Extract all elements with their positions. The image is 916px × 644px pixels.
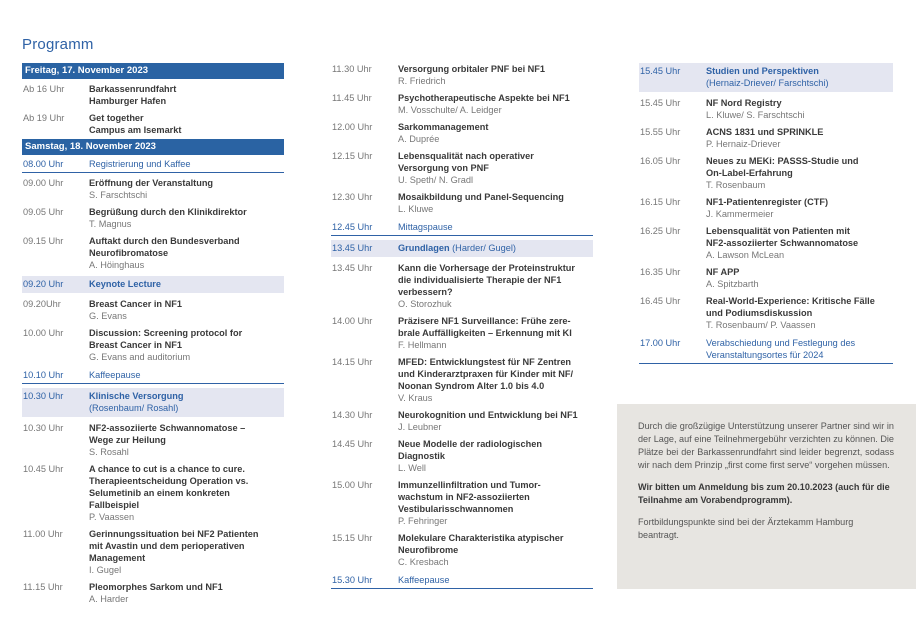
- item-time: 16.15 Uhr: [640, 197, 681, 207]
- item-speaker: P. Fehringer: [398, 516, 448, 526]
- item-title: Lebensqualität nach operativer: [398, 151, 534, 161]
- item-title: Pleomorphes Sarkom und NF1: [89, 582, 223, 592]
- item-speaker: I. Gugel: [89, 565, 122, 575]
- program-item: [22, 112, 284, 136]
- item-title: Breast Cancer in NF1: [89, 299, 182, 309]
- item-time: 12.45 Uhr: [332, 222, 373, 232]
- program-item: [331, 315, 593, 351]
- program-column-1: [22, 63, 284, 610]
- item-title-line2: brale Auffälligkeiten – Erkennung mit KI: [398, 328, 572, 338]
- program-item: [22, 528, 284, 576]
- program-item: [331, 63, 593, 87]
- program-item: [331, 409, 593, 433]
- item-speaker: S. Rosahl: [89, 447, 129, 457]
- item-title-line2: Versorgung von PNF: [398, 163, 489, 173]
- program-item: [22, 206, 284, 230]
- item-title: A chance to cut is a chance to cure.: [89, 464, 245, 474]
- item-time: 13.45 Uhr: [332, 263, 373, 273]
- item-title: Neue Modelle der radiologischen: [398, 439, 542, 449]
- program-break-registration: [22, 157, 284, 173]
- session-header-studies: [639, 63, 893, 92]
- item-time: 09.20Uhr: [23, 299, 61, 309]
- item-speaker: A. Höinghaus: [89, 260, 145, 270]
- program-item: [22, 298, 284, 322]
- item-time: 15.45 Uhr: [640, 98, 681, 108]
- session-chairs: (Rosenbaum/ Rosahl): [89, 403, 179, 413]
- item-speaker: C. Kresbach: [398, 557, 449, 567]
- program-item: [22, 463, 284, 523]
- item-speaker: M. Vosschulte/ A. Leidger: [398, 105, 502, 115]
- item-speaker: T. Magnus: [89, 219, 132, 229]
- item-time: 14.30 Uhr: [332, 410, 373, 420]
- program-item: [639, 266, 893, 290]
- item-speaker: U. Speth/ N. Gradl: [398, 175, 474, 185]
- item-speaker: L. Kluwe: [398, 204, 434, 214]
- item-title: Psychotherapeutische Aspekte bei NF1: [398, 93, 570, 103]
- item-title-line2: Breast Cancer in NF1: [89, 340, 182, 350]
- program-item: [22, 422, 284, 458]
- item-title: Kann die Vorhersage der Proteinstruktur: [398, 263, 575, 273]
- item-speaker: P. Vaassen: [89, 512, 135, 522]
- item-time: 12.15 Uhr: [332, 151, 373, 161]
- item-title-line2: Wege zur Heilung: [89, 435, 166, 445]
- item-speaker: A. Lawson McLean: [706, 250, 785, 260]
- page-title: Programm: [22, 36, 94, 53]
- item-title-line2: Veranstaltungsortes für 2024: [706, 350, 824, 360]
- item-title: ACNS 1831 und SPRINKLE: [706, 127, 824, 137]
- item-title-line2: Hamburger Hafen: [89, 96, 167, 106]
- item-title-line2: mit Avastin und dem perioperativen: [89, 541, 245, 551]
- item-time: 11.45 Uhr: [332, 93, 372, 103]
- item-title: Lebensqualität von Patienten mit: [706, 226, 850, 236]
- item-title: NF2-assoziierte Schwannomatose –: [89, 423, 246, 433]
- item-time: 09.20 Uhr: [23, 279, 64, 289]
- item-title-line2: Neurofibromatose: [89, 248, 169, 258]
- item-title: Mittagspause: [398, 222, 453, 232]
- item-title: Präzisere NF1 Surveillance: Frühe zere-: [398, 316, 571, 326]
- item-title: Kaffeepause: [89, 370, 141, 380]
- program-item: [22, 327, 284, 363]
- item-time: 11.30 Uhr: [332, 64, 372, 74]
- item-time: 15.15 Uhr: [332, 533, 373, 543]
- item-title-line3: Vestibularisschwannomen: [398, 504, 514, 514]
- item-title-line2: und Podiumsdiskussion: [706, 308, 813, 318]
- item-title: Sarkommanagement: [398, 122, 489, 132]
- item-title: NF APP: [706, 267, 740, 277]
- item-time: 10.10 Uhr: [23, 370, 64, 380]
- item-title: NF1-Patientenregister (CTF): [706, 197, 829, 207]
- item-title-line2: Diagnostik: [398, 451, 445, 461]
- item-time: 15.45 Uhr: [640, 66, 681, 76]
- item-title: NF Nord Registry: [706, 98, 782, 108]
- item-time: 13.45 Uhr: [332, 243, 373, 253]
- item-title: Versorgung orbitaler PNF bei NF1: [398, 64, 546, 74]
- item-title: Neurokognition und Entwicklung bei NF1: [398, 410, 578, 420]
- program-item: [22, 177, 284, 201]
- day-header-saturday: Samstag, 18. November 2023: [22, 139, 284, 155]
- item-title: Auftakt durch den Bundesverband: [89, 236, 240, 246]
- program-item: [331, 532, 593, 568]
- item-time: 15.30 Uhr: [332, 575, 373, 585]
- info-paragraph-credits: Fortbildungspunkte sind bei der Ärztekamm Hamburg beantragt.: [638, 517, 854, 540]
- item-speaker: G. Evans: [89, 311, 127, 321]
- program-item: [639, 196, 893, 220]
- program-item: [331, 356, 593, 404]
- item-title: Neues zu MEKi: PASSS-Studie und: [706, 156, 859, 166]
- item-time: 17.00 Uhr: [640, 338, 681, 348]
- program-item: [331, 262, 593, 310]
- item-speaker: G. Evans and auditorium: [89, 352, 191, 362]
- item-title-line2: Campus am Isemarkt: [89, 125, 182, 135]
- program-item: [639, 126, 893, 150]
- item-speaker: F. Hellmann: [398, 340, 447, 350]
- program-item: [331, 438, 593, 474]
- item-title: Verabschiedung und Festlegung des: [706, 338, 856, 348]
- program-item: [22, 83, 284, 107]
- item-title: Registrierung und Kaffee: [89, 159, 191, 169]
- item-speaker: T. Rosenbaum: [706, 180, 766, 190]
- item-time: 14.45 Uhr: [332, 439, 373, 449]
- item-title: Discussion: Screening protocol for: [89, 328, 243, 338]
- item-time: 12.30 Uhr: [332, 192, 373, 202]
- item-speaker: T. Rosenbaum/ P. Vaassen: [706, 320, 816, 330]
- item-time: 14.00 Uhr: [332, 316, 373, 326]
- item-time: 14.15 Uhr: [332, 357, 373, 367]
- program-item: [331, 92, 593, 116]
- item-time: 11.00 Uhr: [23, 529, 63, 539]
- program-item: [331, 191, 593, 215]
- item-title: MFED: Entwicklungstest für NF Zentren: [398, 357, 572, 367]
- item-time: 16.05 Uhr: [640, 156, 681, 166]
- session-header-basics: [331, 240, 593, 257]
- session-title: Studien und Perspektiven: [706, 66, 819, 76]
- item-speaker: J. Leubner: [398, 422, 442, 432]
- item-time: Ab 16 Uhr: [23, 84, 65, 94]
- day-header-friday: Freitag, 17. November 2023: [22, 63, 284, 79]
- program-item: [331, 150, 593, 186]
- item-title-line2: wachstum in NF2-assoziierten: [398, 492, 530, 502]
- item-time: 10.30 Uhr: [23, 423, 64, 433]
- item-speaker: J. Kammermeier: [706, 209, 774, 219]
- item-title-line3: verbessern?: [398, 287, 453, 297]
- info-box: [617, 404, 916, 589]
- item-time: Ab 19 Uhr: [23, 113, 65, 123]
- item-speaker: O. Storozhuk: [398, 299, 452, 309]
- item-title: Mosaikbildung und Panel-Sequencing: [398, 192, 564, 202]
- session-title: Grundlagen: [398, 243, 450, 253]
- item-time: 15.55 Uhr: [640, 127, 681, 137]
- item-time: 11.15 Uhr: [23, 582, 63, 592]
- item-title-line2: On-Label-Erfahrung: [706, 168, 793, 178]
- item-time: 08.00 Uhr: [23, 159, 64, 169]
- item-title: Immunzellinfiltration und Tumor-: [398, 480, 541, 490]
- item-title-line2: Neurofibrome: [398, 545, 459, 555]
- program-closing: [639, 336, 893, 364]
- item-title-line3: Selumetinib an einem konkreten: [89, 488, 230, 498]
- item-time: 16.45 Uhr: [640, 296, 681, 306]
- session-header-keynote: [22, 276, 284, 293]
- item-time: 10.00 Uhr: [23, 328, 64, 338]
- item-title: Molekulare Charakteristika atypischer: [398, 533, 564, 543]
- program-item: [331, 479, 593, 527]
- item-speaker: S. Farschtschi: [89, 190, 148, 200]
- item-title-line4: Fallbeispiel: [89, 500, 140, 510]
- item-title: Begrüßung durch den Klinikdirektor: [89, 207, 247, 217]
- item-title: Get together: [89, 113, 144, 123]
- item-time: 12.00 Uhr: [332, 122, 373, 132]
- program-item: [331, 121, 593, 145]
- program-item: [639, 225, 893, 261]
- item-title-line2: Therapieentscheidung Operation vs.: [89, 476, 249, 486]
- session-chairs: (Hernaiz-Driever/ Farschtschi): [706, 78, 829, 88]
- session-header-clinical: [22, 388, 284, 417]
- session-chairs: (Harder/ Gugel): [452, 243, 516, 253]
- item-title: Real-World-Experience: Kritische Fälle: [706, 296, 875, 306]
- item-title-line3: Noonan Syndrom Alter 1.0 bis 4.0: [398, 381, 545, 391]
- item-time: 09.05 Uhr: [23, 207, 64, 217]
- program-column-3: [639, 63, 893, 368]
- program-item: [22, 235, 284, 271]
- item-title: Eröffnung der Veranstaltung: [89, 178, 214, 188]
- info-paragraph-sponsorship: Durch die großzügige Unterstützung unserer Partner sind wir in der Lage, auf eine Teilnehmergebühr verzichten zu können. Die Plätze bei der Barkassenrundfahrt sind leider begrenzt, sodass wir nach dem Prinzip „first come first serve“ vorgehen müssen.: [638, 421, 894, 470]
- item-title-line2: und Kinderarztpraxen für Kinder mit NF/: [398, 369, 574, 379]
- item-speaker: P. Hernaiz-Driever: [706, 139, 781, 149]
- program-item: [639, 97, 893, 121]
- item-speaker: L. Kluwe/ S. Farschtschi: [706, 110, 805, 120]
- item-time: 10.45 Uhr: [23, 464, 64, 474]
- item-time: 15.00 Uhr: [332, 480, 373, 490]
- program-item: [639, 155, 893, 191]
- item-time: 10.30 Uhr: [23, 391, 64, 401]
- item-title: Kaffeepause: [398, 575, 450, 585]
- program-column-2: [331, 63, 593, 593]
- item-speaker: R. Friedrich: [398, 76, 446, 86]
- item-time: 09.15 Uhr: [23, 236, 64, 246]
- session-title: Keynote Lecture: [89, 279, 161, 289]
- item-title-line2: die individualisierte Therapie der NF1: [398, 275, 562, 285]
- item-title: Gerinnungssituation bei NF2 Patienten: [89, 529, 259, 539]
- item-speaker: L. Well: [398, 463, 426, 473]
- item-speaker: V. Kraus: [398, 393, 433, 403]
- item-speaker: A. Spitzbarth: [706, 279, 759, 289]
- item-speaker: A. Harder: [89, 594, 129, 604]
- item-title: Barkassenrundfahrt: [89, 84, 177, 94]
- item-time: 16.35 Uhr: [640, 267, 681, 277]
- program-break-coffee: [22, 368, 284, 384]
- item-title-line2: NF2-assoziierter Schwannomatose: [706, 238, 859, 248]
- program-break-lunch: [331, 220, 593, 236]
- item-time: 16.25 Uhr: [640, 226, 681, 236]
- program-item: [639, 295, 893, 331]
- item-speaker: A. Duprée: [398, 134, 440, 144]
- program-break-coffee-2: [331, 573, 593, 589]
- item-title-line3: Management: [89, 553, 146, 563]
- session-title: Klinische Versorgung: [89, 391, 184, 401]
- program-item: [22, 581, 284, 605]
- item-time: 09.00 Uhr: [23, 178, 64, 188]
- info-paragraph-registration: Wir bitten um Anmeldung bis zum 20.10.2023 (auch für die Teilnahme am Vorabendprogramm).: [638, 482, 890, 505]
